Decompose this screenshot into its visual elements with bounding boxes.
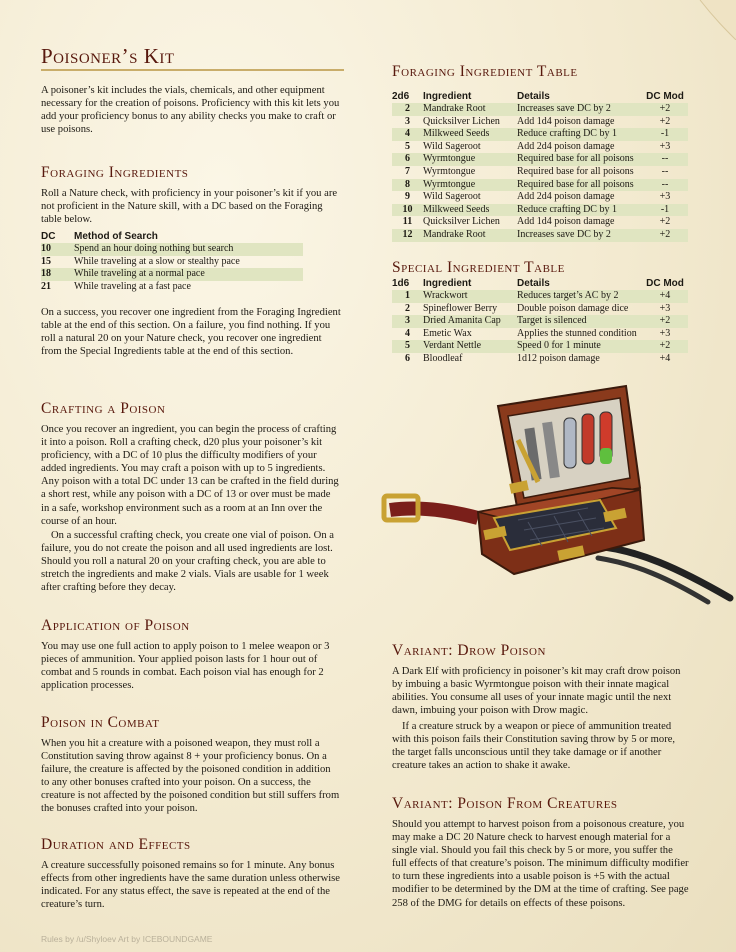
table-cell: +2 [659,216,671,228]
table-cell: -1 [642,128,688,141]
table-row [392,290,688,303]
col-dc: DC [41,231,56,242]
table-cell: Wrackwort [423,290,517,303]
credits-footer: Rules by /u/Shyloev Art by ICEBOUNDGAME [41,934,213,944]
table-cell: 4 [405,327,410,339]
col-1d6: 1d6 [392,278,410,289]
combat-paragraph: When you hit a creature with a poisoned weapon, they must roll a Constitution saving throw against 8 + your proficiency bonus. On a failure, the creature is affected by the poisoned condition in addition to any other bonuses crafted into your poison. On a success, the creature is not affected by the poisoned condition but still suffers from the bonuses crafted into your poison. [41,738,340,815]
foraging-heading: Foraging Ingredients [41,164,189,181]
table-cell: Mandrake Root [423,103,517,116]
table-cell: Applies the stunned condition [517,327,637,339]
table-cell: Emetic Wax [423,327,472,339]
table-cell: 2 [392,103,423,116]
table-cell: 6 [392,153,423,166]
table-cell: Wyrmtongue [423,179,517,192]
table-cell: Wyrmtongue [423,165,476,177]
table-cell: Reduces target’s AC by 2 [517,290,642,303]
duration-heading: Duration and Effects [41,836,191,853]
intro-paragraph: A poisoner’s kit includes the vials, chemicals, and other equipment necessary for the creation of poisons. Proficiency with this kit lets you add your proficiency bonus to any ability checks you make to craft or use poisons. [41,85,340,136]
table-row [392,353,688,366]
special-table-heading: Special Ingredient Table [392,259,565,276]
table-cell: -- [642,179,688,192]
table-cell: 6 [405,352,410,364]
table-row [41,256,303,269]
col-method: Method of Search [74,231,158,242]
application-heading: Application of Poison [41,617,190,634]
table-row [392,303,688,316]
table-cell: Target is silenced [517,315,642,328]
table-row [392,179,688,192]
table-cell: -- [642,153,688,166]
table-cell: 1 [392,290,423,303]
table-cell: 10 [41,243,74,256]
foraging-dc-rows [41,243,303,293]
table-row [392,141,688,154]
table-cell: Add 2d4 poison damage [517,140,615,152]
table-cell: 21 [41,280,51,292]
table-cell: 5 [405,140,410,152]
table-cell: 12 [392,229,423,242]
table-cell: -1 [642,204,688,217]
table-cell: 10 [392,204,423,217]
col-dcmod: DC Mod [646,91,684,102]
combat-heading: Poison in Combat [41,714,160,731]
drow-paragraph-1: A Dark Elf with proficiency in poisoner’s kit may craft drow poison by imbuing a basic Wyrmtongue poison with their innate magical abilities. You consume all uses of your innate magic until the next dawn, imbuing your poison with Drow magic. [392,666,681,717]
table-cell: While traveling at a normal pace [74,268,303,281]
table-cell: Bloodleaf [423,352,463,364]
table-cell: Required base for all poisons [517,179,642,192]
table-cell: Dried Amanita Cap [423,315,517,328]
col-ingredient: Ingredient [423,278,472,289]
page-title: Poisoner’s Kit [41,44,175,68]
table-cell: Speed 0 for 1 minute [517,340,642,353]
page-corner-ornament [696,0,736,40]
creatures-paragraph: Should you attempt to harvest poison from a poisonous creature, you may make a DC 20 Nature check to harvest enough material for a single vial. Should you fail this check by 5 or more, you suffer the full effects of that creature’s poison. The minimum difficulty modifier to turn these ingredients into a usable poison is +5 with the actual modifier to be determined by the DM at the time of crafting. See page 258 of the DMG for details on effects of these poisons. [392,819,689,909]
col-details: Details [517,91,550,102]
application-paragraph: You may use one full action to apply poison to 1 melee weapon or 3 pieces of ammunition. Your applied poison lasts for 1 hour out of combat and 5 rounds in combat. Each poison vial has enough for 2 application processes. [41,641,330,692]
table-cell: Add 1d4 poison damage [517,216,615,228]
drow-paragraph-2: If a creature struck by a weapon or piece of ammunition treated with this poison fails their Constitution saving throw by 5 or more, the target falls unconscious until they take damage or if another creature takes an action to shake it awake. [392,721,676,772]
table-cell: +2 [642,229,688,242]
table-cell: 4 [392,128,423,141]
special-ingredient-rows [392,290,688,366]
table-row [392,166,688,179]
table-cell: 9 [405,191,410,203]
table-row [392,315,688,328]
col-dcmod: DC Mod [646,278,684,289]
table-row [41,243,303,256]
table-cell: While traveling at a slow or stealthy pace [74,255,240,267]
crafting-paragraph-2: On a successful crafting check, you create one vial of poison. On a failure, you do not create the poison and all used ingredients are lost. Should you roll a natural 20 on your crafting check, you are able to stretch the ingredients and make 2 vials. Vials are usable for 1 week after crafting before they decay. [41,530,334,594]
table-cell: +3 [659,140,671,152]
table-cell: 7 [405,165,410,177]
table-cell: While traveling at a fast pace [74,280,191,292]
creatures-heading: Variant: Poison From Creatures [392,795,618,812]
table-cell: +3 [659,191,671,203]
foraging-paragraph: Roll a Nature check, with proficiency in your poisoner’s kit if you are not proficient in the Nature skill, with a DC based on the Foraging table below. [41,188,338,226]
table-cell: Reduce crafting DC by 1 [517,204,642,217]
table-cell: Reduce crafting DC by 1 [517,128,642,141]
table-cell: +2 [642,340,688,353]
table-cell: Increases save DC by 2 [517,229,642,242]
table-cell: +4 [659,352,671,364]
table-cell: +3 [659,327,671,339]
table-cell: -- [661,165,669,177]
table-cell: Quicksilver Lichen [423,216,500,228]
table-cell: Milkweed Seeds [423,204,517,217]
table-cell: 8 [392,179,423,192]
col-2d6: 2d6 [392,91,410,102]
table-row [392,328,688,341]
table-cell: 1d12 poison damage [517,352,600,364]
table-cell: Milkweed Seeds [423,128,517,141]
table-row [392,128,688,141]
foraging-ingredient-table [392,90,688,242]
table-cell: 11 [402,216,413,228]
duration-paragraph: A creature successfully poisoned remains so for 1 minute. Any bonus effects from other ingredients have the same duration unless otherwise indicated. For any status effect, the save is repeated at the end of the creature’s turn. [41,860,340,911]
table-cell: Quicksilver Lichen [423,115,500,127]
table-cell: +3 [659,302,671,314]
table-cell: Double poison damage dice [517,302,629,314]
crafting-paragraph-1: Once you recover an ingredient, you can begin the process of crafting it into a poison. Roll a crafting check, d20 plus your poisoner’s kit proficiency, with a DC of 10 plus the difficulty modifiers of your added ingredients. You may craft a poison with up to 5 ingredients. Any poison with a total DC under 13 can be crafted in the field during a short rest, while any poison with a DC of 13 or over must be made in a safe, workshop environment such as a room at an Inn over the course of an hour. [41,424,339,527]
table-cell: 5 [392,340,423,353]
table-row [392,103,688,116]
foraging-result-paragraph: On a success, you recover one ingredient from the Foraging Ingredient table at the end of this section. On a failure, you find nothing. If you roll a natural 20 on your Nature check, you recover one ingredient from the Special Ingredients table at the end of this section. [41,307,341,358]
table-row [392,204,688,217]
special-ingredient-table [392,277,688,366]
poisoners-kit-illustration [378,378,736,610]
table-row [41,268,303,281]
table-row [41,281,303,294]
table-cell: +2 [659,115,671,127]
foraging-table-heading: Foraging Ingredient Table [392,63,578,80]
table-cell: Wyrmtongue [423,153,517,166]
table-cell: Spend an hour doing nothing but search [74,243,303,256]
table-cell: Increases save DC by 2 [517,103,642,116]
table-cell: Wild Sageroot [423,140,481,152]
foraging-dc-table [41,230,303,293]
table-row [392,216,688,229]
crafting-heading: Crafting a Poison [41,400,166,417]
table-cell: 18 [41,268,74,281]
foraging-ingredient-rows [392,103,688,242]
title-underline [41,69,344,71]
table-cell: 3 [392,315,423,328]
table-row [392,153,688,166]
table-cell: 2 [405,302,410,314]
table-cell: +2 [642,103,688,116]
table-cell: Spineflower Berry [423,302,498,314]
table-cell: +2 [642,315,688,328]
table-cell: Wild Sageroot [423,191,481,203]
table-cell: 3 [405,115,410,127]
table-cell: Add 2d4 poison damage [517,191,615,203]
drow-heading: Variant: Drow Poison [392,642,546,659]
table-cell: Verdant Nettle [423,340,517,353]
table-cell: +4 [642,290,688,303]
table-cell: Required base for all poisons [517,153,642,166]
col-ingredient: Ingredient [423,91,472,102]
table-cell: Required base for all poisons [517,165,634,177]
table-row [392,229,688,242]
table-cell: 15 [41,255,51,267]
table-row [392,340,688,353]
table-cell: Mandrake Root [423,229,517,242]
table-cell: Add 1d4 poison damage [517,115,615,127]
table-row [392,116,688,129]
col-details: Details [517,278,550,289]
table-row [392,191,688,204]
